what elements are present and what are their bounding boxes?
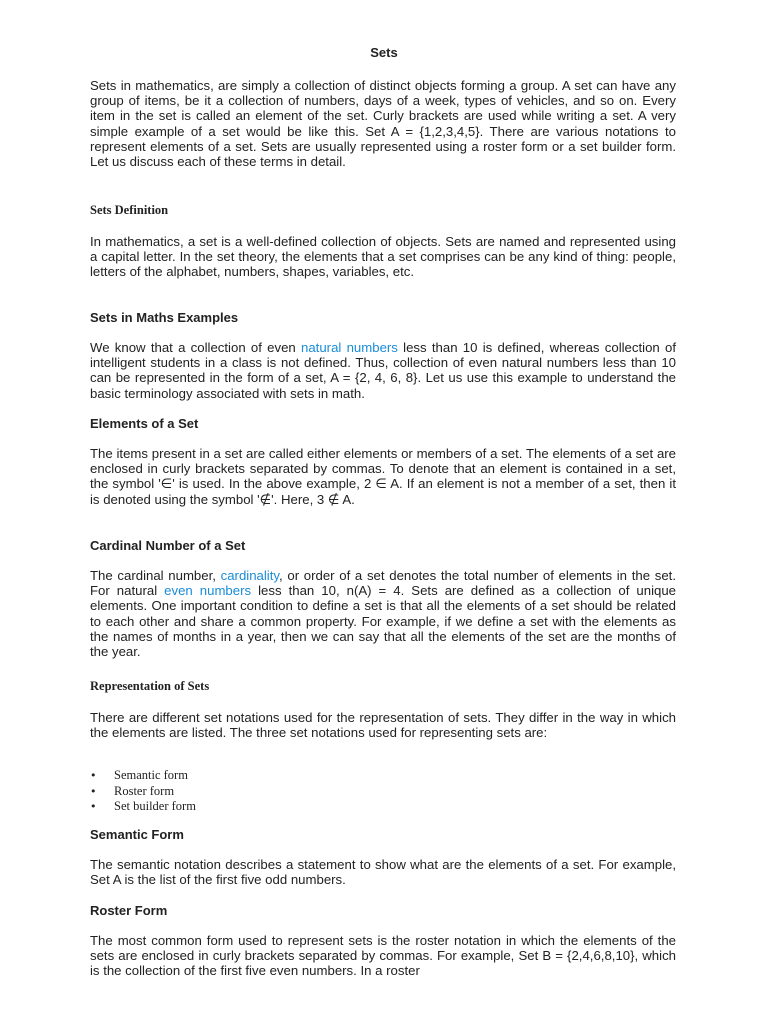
examples-paragraph [90, 340, 676, 401]
roster-form-paragraph: The most common form used to represent sets is the roster notation in which the elements of the sets are enclosed in curly brackets separated by commas. For example, Set B = {2,4,6,8,10}, which is the collection of the first five even numbers. In a roster [90, 933, 676, 979]
cardinal-text-1: The cardinal number, [90, 568, 221, 583]
semantic-form-heading: Semantic Form [90, 827, 184, 842]
sets-definition-heading: Sets Definition [90, 203, 169, 217]
intro-paragraph: Sets in mathematics, are simply a collection of distinct objects forming a group. A set can have any group of items, be it a collection of numbers, days of a week, types of vehicles, and so on. Every item in the set is called an element of the set. Curly brackets are used while writing a set. A very simple example of a set would be like this. Set A = {1,2,3,4,5}. There are various notations to represent elements of a set. Sets are usually represented using a roster form or a set builder form. Let us discuss each of these terms in detail. [90, 78, 676, 170]
representation-heading: Representation of Sets [90, 679, 210, 693]
list-item: • Semantic form [90, 768, 196, 784]
list-item: • Set builder form [90, 799, 196, 815]
representation-paragraph: There are different set notations used for the representation of sets. They differ in the way in which the elements are listed. The three set notations used for representing sets are: [90, 710, 676, 741]
examples-text-end: less than 10 is defined, whereas collection of intelligent students in a class is not defined. Thus, collection of even natural numbers less than 10 can be represented in the form of a set, A = {2, 4, 6, 8}. Let us use this example to understand the basic terminology associated with sets in math. [90, 340, 676, 401]
notation-list [90, 768, 196, 815]
roster-form-heading: Roster Form [90, 903, 168, 918]
cardinal-paragraph [90, 568, 676, 659]
elements-paragraph: The items present in a set are called either elements or members of a set. The elements of a set are enclosed in curly brackets separated by commas. To denote that an element is contained in a set, the symbol '∈' is used. In the above example, 2 ∈ A. If an element is not a member of a set, then it is denoted using the symbol '∉'. Here, 3 ∉ A. [90, 446, 676, 507]
semantic-form-paragraph: The semantic notation describes a statement to show what are the elements of a set. For example, Set A is the list of the first five odd numbers. [90, 857, 676, 888]
cardinality-link[interactable]: cardinality [220, 568, 280, 583]
examples-heading: Sets in Maths Examples [90, 310, 239, 325]
cardinal-text-3: less than 10, n(A) = 4. Sets are defined as a collection of unique elements. One important condition to define a set is that all the elements of a set should be related to each other and share a common property. For example, if we define a set with the elements as the names of months in a year, then we can say that all the elements of the set are the months of the year. [90, 583, 676, 660]
page-title: Sets [370, 45, 398, 60]
elements-heading: Elements of a Set [90, 416, 199, 431]
cardinal-text-2: , or order of a set denotes the total number of elements in the set. For natural [90, 568, 676, 599]
sets-definition-paragraph: In mathematics, a set is a well-defined collection of objects. Sets are named and represented using a capital letter. In the set theory, the elements that a set comprises can be any kind of thing: people, letters of the alphabet, numbers, shapes, variables, etc. [90, 234, 676, 280]
natural-numbers-link[interactable]: natural numbers [301, 340, 398, 355]
cardinal-heading: Cardinal Number of a Set [90, 538, 246, 553]
list-item: • Roster form [90, 784, 196, 800]
examples-text-start: We know that a collection of even [90, 340, 302, 355]
even-numbers-link[interactable]: even numbers [164, 583, 252, 599]
